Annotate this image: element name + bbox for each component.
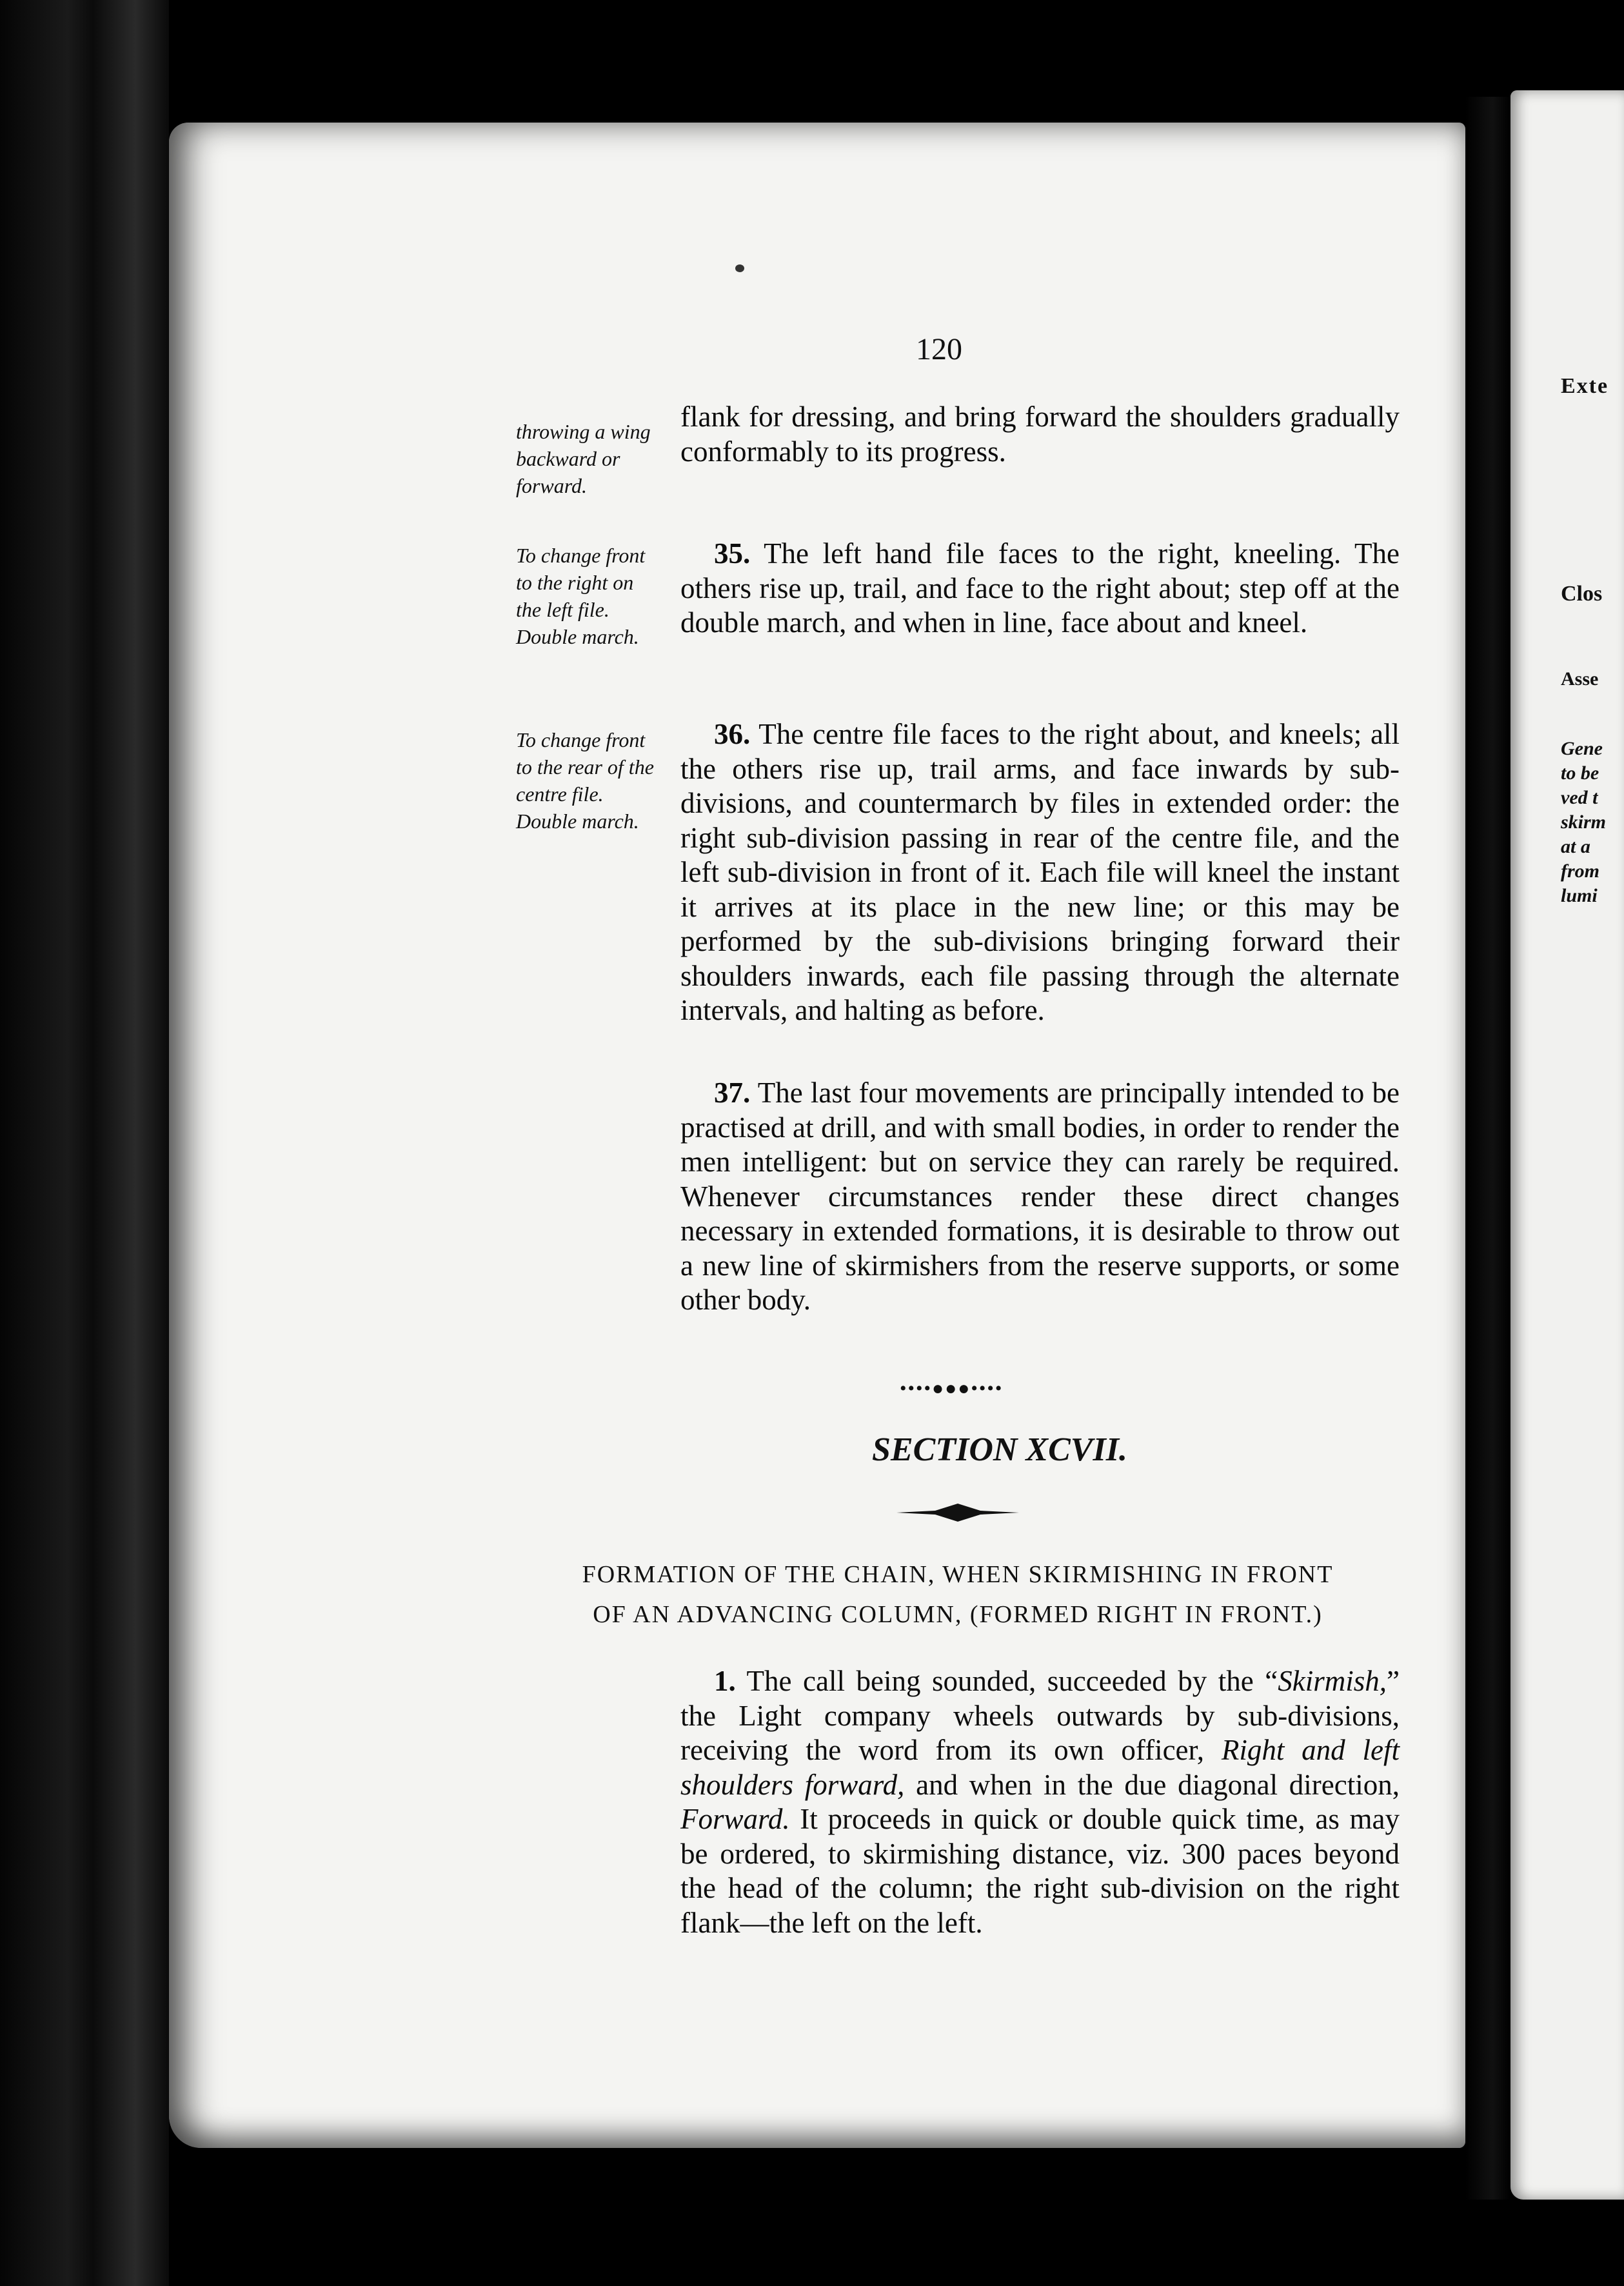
facing-page-fragment: skirm: [1561, 811, 1607, 833]
page-number: 120: [916, 332, 962, 366]
margin-note: throwing a wing backward or forward.: [516, 420, 651, 497]
facing-page-fragment: Asse: [1561, 668, 1599, 690]
paragraph-number: 1.: [714, 1665, 736, 1697]
paragraph-36: [680, 717, 1400, 1028]
facing-page-edge: [1510, 90, 1624, 2200]
paragraph-number: 35.: [714, 537, 751, 570]
facing-page-fragment: Exte: [1561, 374, 1609, 398]
facing-page-fragment: to be: [1561, 762, 1599, 784]
section-heading-line: FORMATION OF THE CHAIN, WHEN SKIRMISHING IN FRONT: [582, 1561, 1334, 1588]
paragraph-number: 36.: [714, 718, 751, 750]
facing-page-fragment: from: [1561, 860, 1599, 882]
paragraph-37: [680, 1076, 1400, 1318]
facing-page-fragment: lumi: [1561, 885, 1598, 906]
paragraph-text: flank for dressing, and bring forward the shoulders gradually conformably to its progress.: [680, 401, 1400, 468]
book-binding-shadow: [0, 0, 169, 2286]
section-heading: [516, 1555, 1400, 1635]
section-heading-line: OF AN ADVANCING COLUMN, (FORMED RIGHT IN FRONT.): [593, 1601, 1323, 1628]
rule-ornament-icon: [896, 1500, 1019, 1526]
paragraph-text: The left hand file faces to the right, kneeling. The others rise up, trail, and face to the right about; step off at the double march, and when in line, face about and kneel.: [680, 537, 1400, 639]
facing-page-fragment: Gene: [1561, 738, 1603, 759]
continuation-paragraph: [680, 400, 1400, 469]
paragraph-text: ” the Light company wheels outwards by sub-divisions, receiving the word from its own officer,: [680, 1665, 1400, 1766]
command-italic: Forward.: [680, 1803, 790, 1835]
facing-page-fragment: ved t: [1561, 787, 1598, 808]
paragraph-text: The last four movements are principally intended to be practised at drill, and with small bodies, in order to render the men intelligent: but on service they can rarely be required. Whenever circumstances render these direct changes necessary in extended formations, it is desirable to throw out a new line of skirmishers from the reserve supports, or some other body.: [680, 1077, 1400, 1316]
facing-page-fragment: at a: [1561, 836, 1590, 857]
margin-note: To change front to the rear of the centre file. Double march.: [516, 728, 654, 833]
command-italic: Skirmish,: [1278, 1665, 1387, 1697]
section-title: SECTION XCVII.: [872, 1431, 1127, 1468]
margin-note: To change front to the right on the left file. Double march.: [516, 544, 646, 648]
paragraph-text: The call being sounded, succeeded by the “: [746, 1665, 1278, 1697]
paragraph-1: [680, 1664, 1400, 1940]
paragraph-text: It proceeds in quick or double quick time, as may be ordered, to skirmishing distance, viz. 300 paces beyond the head of the column; the right sub-division on the right flank—the left on the left.: [680, 1803, 1400, 1939]
print-speck: [735, 264, 744, 272]
paragraph-text: The centre file faces to the right about, and kneels; all the others rise up, trail arms, and face inwards by sub-divisions, and countermarch by files in extended order: the right sub-division passing in rear of the centre file, and the left sub-division in front of it. Each file will kneel the instant it arrives at its place in the new line; or this may be performed by the sub-divisions bringing forward their shoulders inwards, each file passing through the alternate intervals, and halting as before.: [680, 718, 1400, 1026]
facing-page-fragment: Clos: [1561, 582, 1603, 606]
command-italic: Right and left shoulders forward,: [680, 1734, 1400, 1801]
paragraph-text: and when in the due diagonal direction,: [904, 1768, 1400, 1801]
paragraph-number: 37.: [714, 1077, 751, 1109]
paragraph-35: [680, 537, 1400, 641]
section-divider-ornament: ••••●●●••••: [900, 1378, 1004, 1399]
page-gutter: [1465, 97, 1510, 2200]
